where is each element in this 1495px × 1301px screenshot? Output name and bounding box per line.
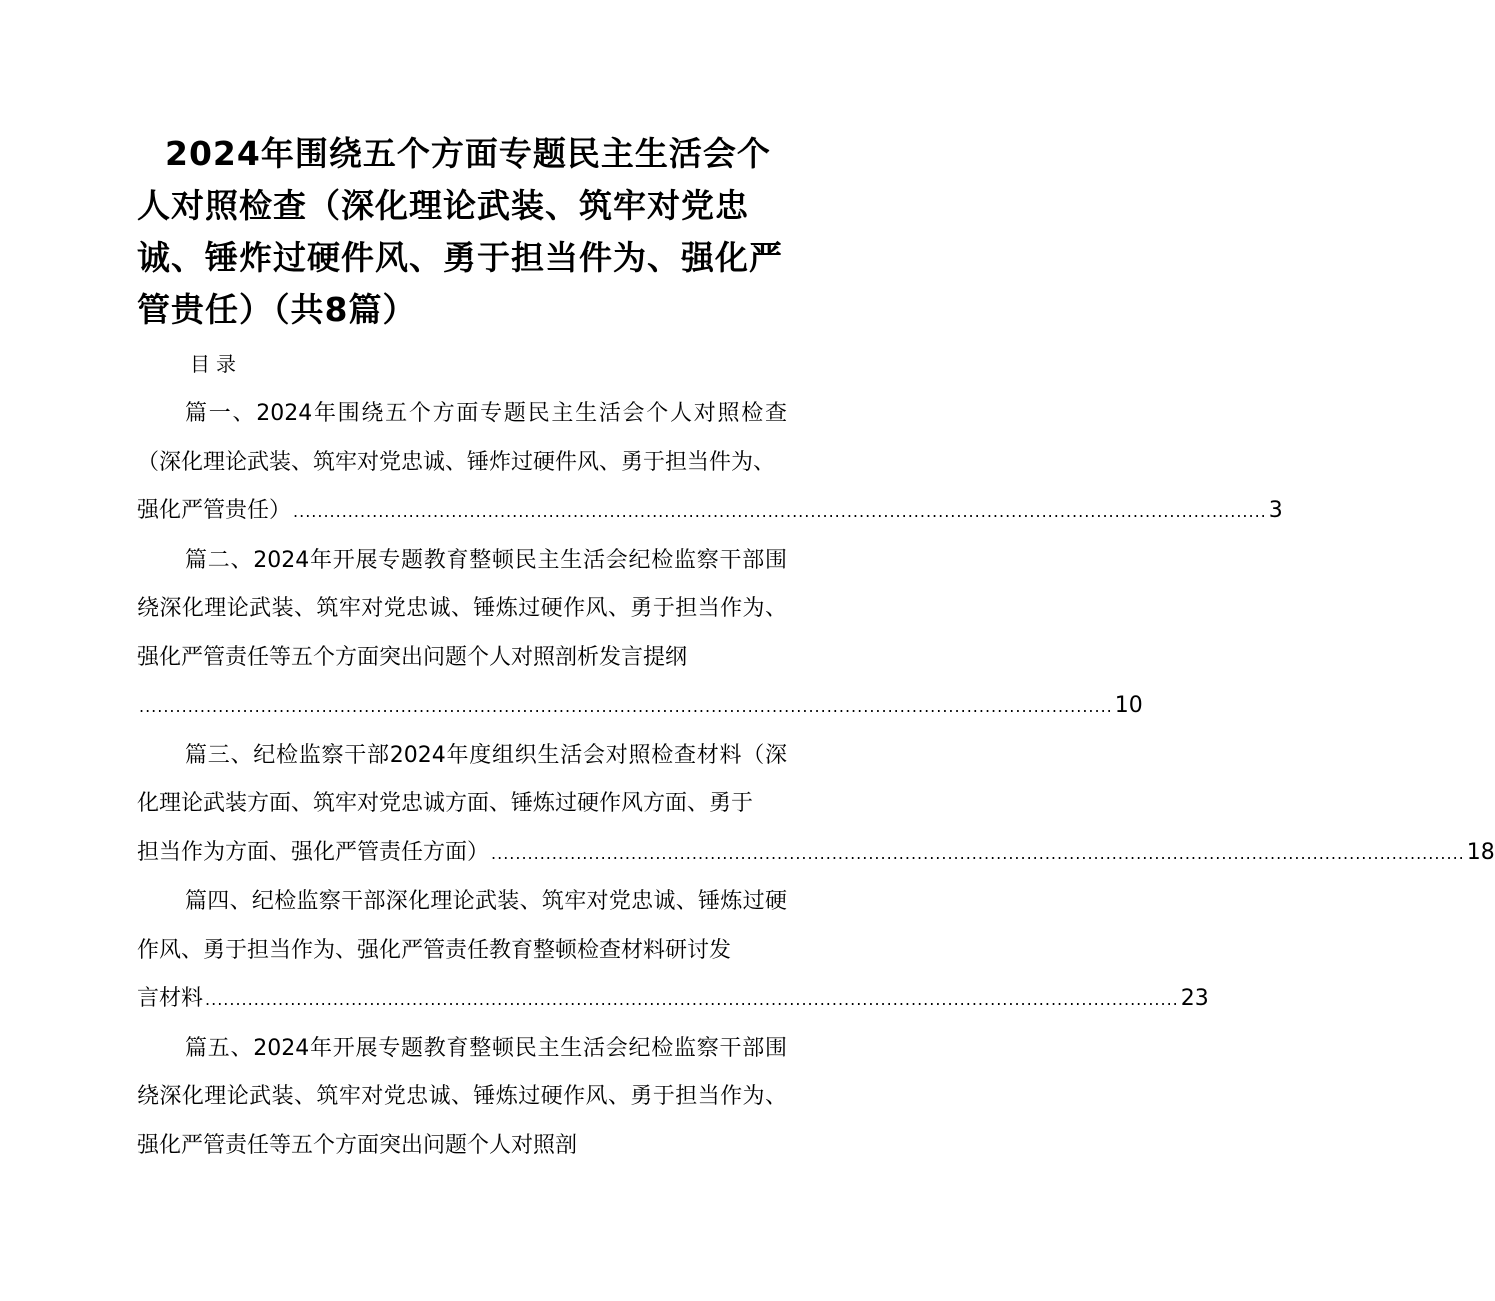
toc-leader-dots: ................................................................................................................................................................	[139, 697, 1113, 716]
toc-entry-text: 篇一、2024年围绕五个方面专题民主生活会个人对照检查（深化理论武装、筑牢对党忠诚、锤炸过硬件风、勇于担当件为、	[137, 401, 787, 475]
toc-entry-2[interactable]	[137, 537, 1143, 732]
toc-leader-dots: ................................................................................................................................................................	[491, 843, 1465, 863]
toc-entry-3[interactable]	[137, 732, 1495, 879]
toc-entry-leader-row	[137, 682, 1143, 732]
toc-entry-1[interactable]	[137, 390, 1283, 537]
toc-entry-text: 篇三、纪检监察干部2024年度组织生活会对照检查材料（深化理论武装方面、筑牢对党忠诚方面、锤炼过硬作风方面、勇于	[137, 742, 787, 816]
toc-page-number: 3	[1268, 498, 1283, 523]
toc-entry-last-line: 强化严管贵任）	[137, 498, 292, 523]
toc-entry-5[interactable]	[137, 1025, 787, 1171]
table-of-contents	[137, 390, 1495, 1170]
toc-entry-last-line: 言材料	[137, 986, 204, 1011]
toc-page-number: 10	[1114, 693, 1143, 718]
toc-entry-leader-row	[137, 975, 1209, 1025]
toc-entry-text: 篇五、2024年开展专题教育整顿民主生活会纪检监察干部围绕深化理论武装、筑牢对党忠诚、锤炼过硬作风、勇于担当作为、强化严管责任等五个方面突出问题个人对照剖	[137, 1035, 787, 1158]
toc-leader-dots: ................................................................................................................................................................	[293, 502, 1267, 521]
toc-page-number: 18	[1466, 839, 1495, 865]
toc-leader-dots: ................................................................................................................................................................	[205, 990, 1179, 1009]
toc-entry-text: 篇二、2024年开展专题教育整顿民主生活会纪检监察干部围绕深化理论武装、筑牢对党忠诚、锤炼过硬作风、勇于担当作为、强化严管责任等五个方面突出问题个人对照剖析发言提纲	[137, 547, 787, 670]
document-title: 2024年围绕五个方面专题民主生活会个人对照检查（深化理论武装、筑牢对党忠诚、锤炸过硬件风、勇于担当件为、强化严管贵任）（共8篇）	[137, 134, 783, 329]
toc-entry-4[interactable]	[137, 878, 1209, 1025]
toc-entry-leader-row	[137, 829, 1495, 879]
toc-entry-last-line: 担当作为方面、强化严管责任方面）	[137, 839, 490, 865]
toc-entry-leader-row	[137, 487, 1283, 537]
toc-page-number: 23	[1180, 986, 1209, 1011]
toc-entry-text: 篇四、纪检监察干部深化理论武装、筑牢对党忠诚、锤炼过硬作风、勇于担当作为、强化严管责任教育整顿检查材料研讨发	[137, 889, 787, 963]
toc-heading: 目录	[190, 352, 242, 376]
